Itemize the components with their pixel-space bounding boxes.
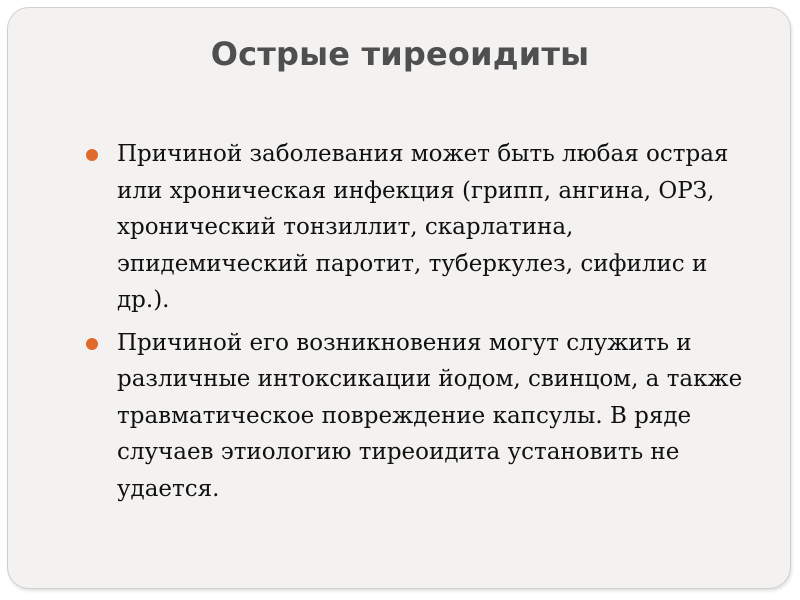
bullet-dot-icon bbox=[86, 338, 98, 350]
bullet-text: Причиной его возникновения могут служить и различные интоксикации йодом, свинцом, а также травматическое повреждение капсулы. В ряде случаев этиологию тиреоидита установить не удается. bbox=[117, 329, 743, 502]
bullet-item bbox=[84, 136, 749, 319]
slide-title: Острые тиреоидиты bbox=[210, 35, 590, 73]
bullet-list bbox=[84, 136, 749, 513]
slide bbox=[7, 7, 791, 589]
bullet-text: Причиной заболевания может быть любая острая или хроническая инфекция (грипп, ангина, ОРЗ, хронический тонзиллит, скарлатина, эпидемический паротит, туберкулез, сифилис и др.). bbox=[117, 141, 729, 313]
bullet-dot-icon bbox=[86, 149, 98, 161]
bullet-item bbox=[84, 325, 749, 508]
